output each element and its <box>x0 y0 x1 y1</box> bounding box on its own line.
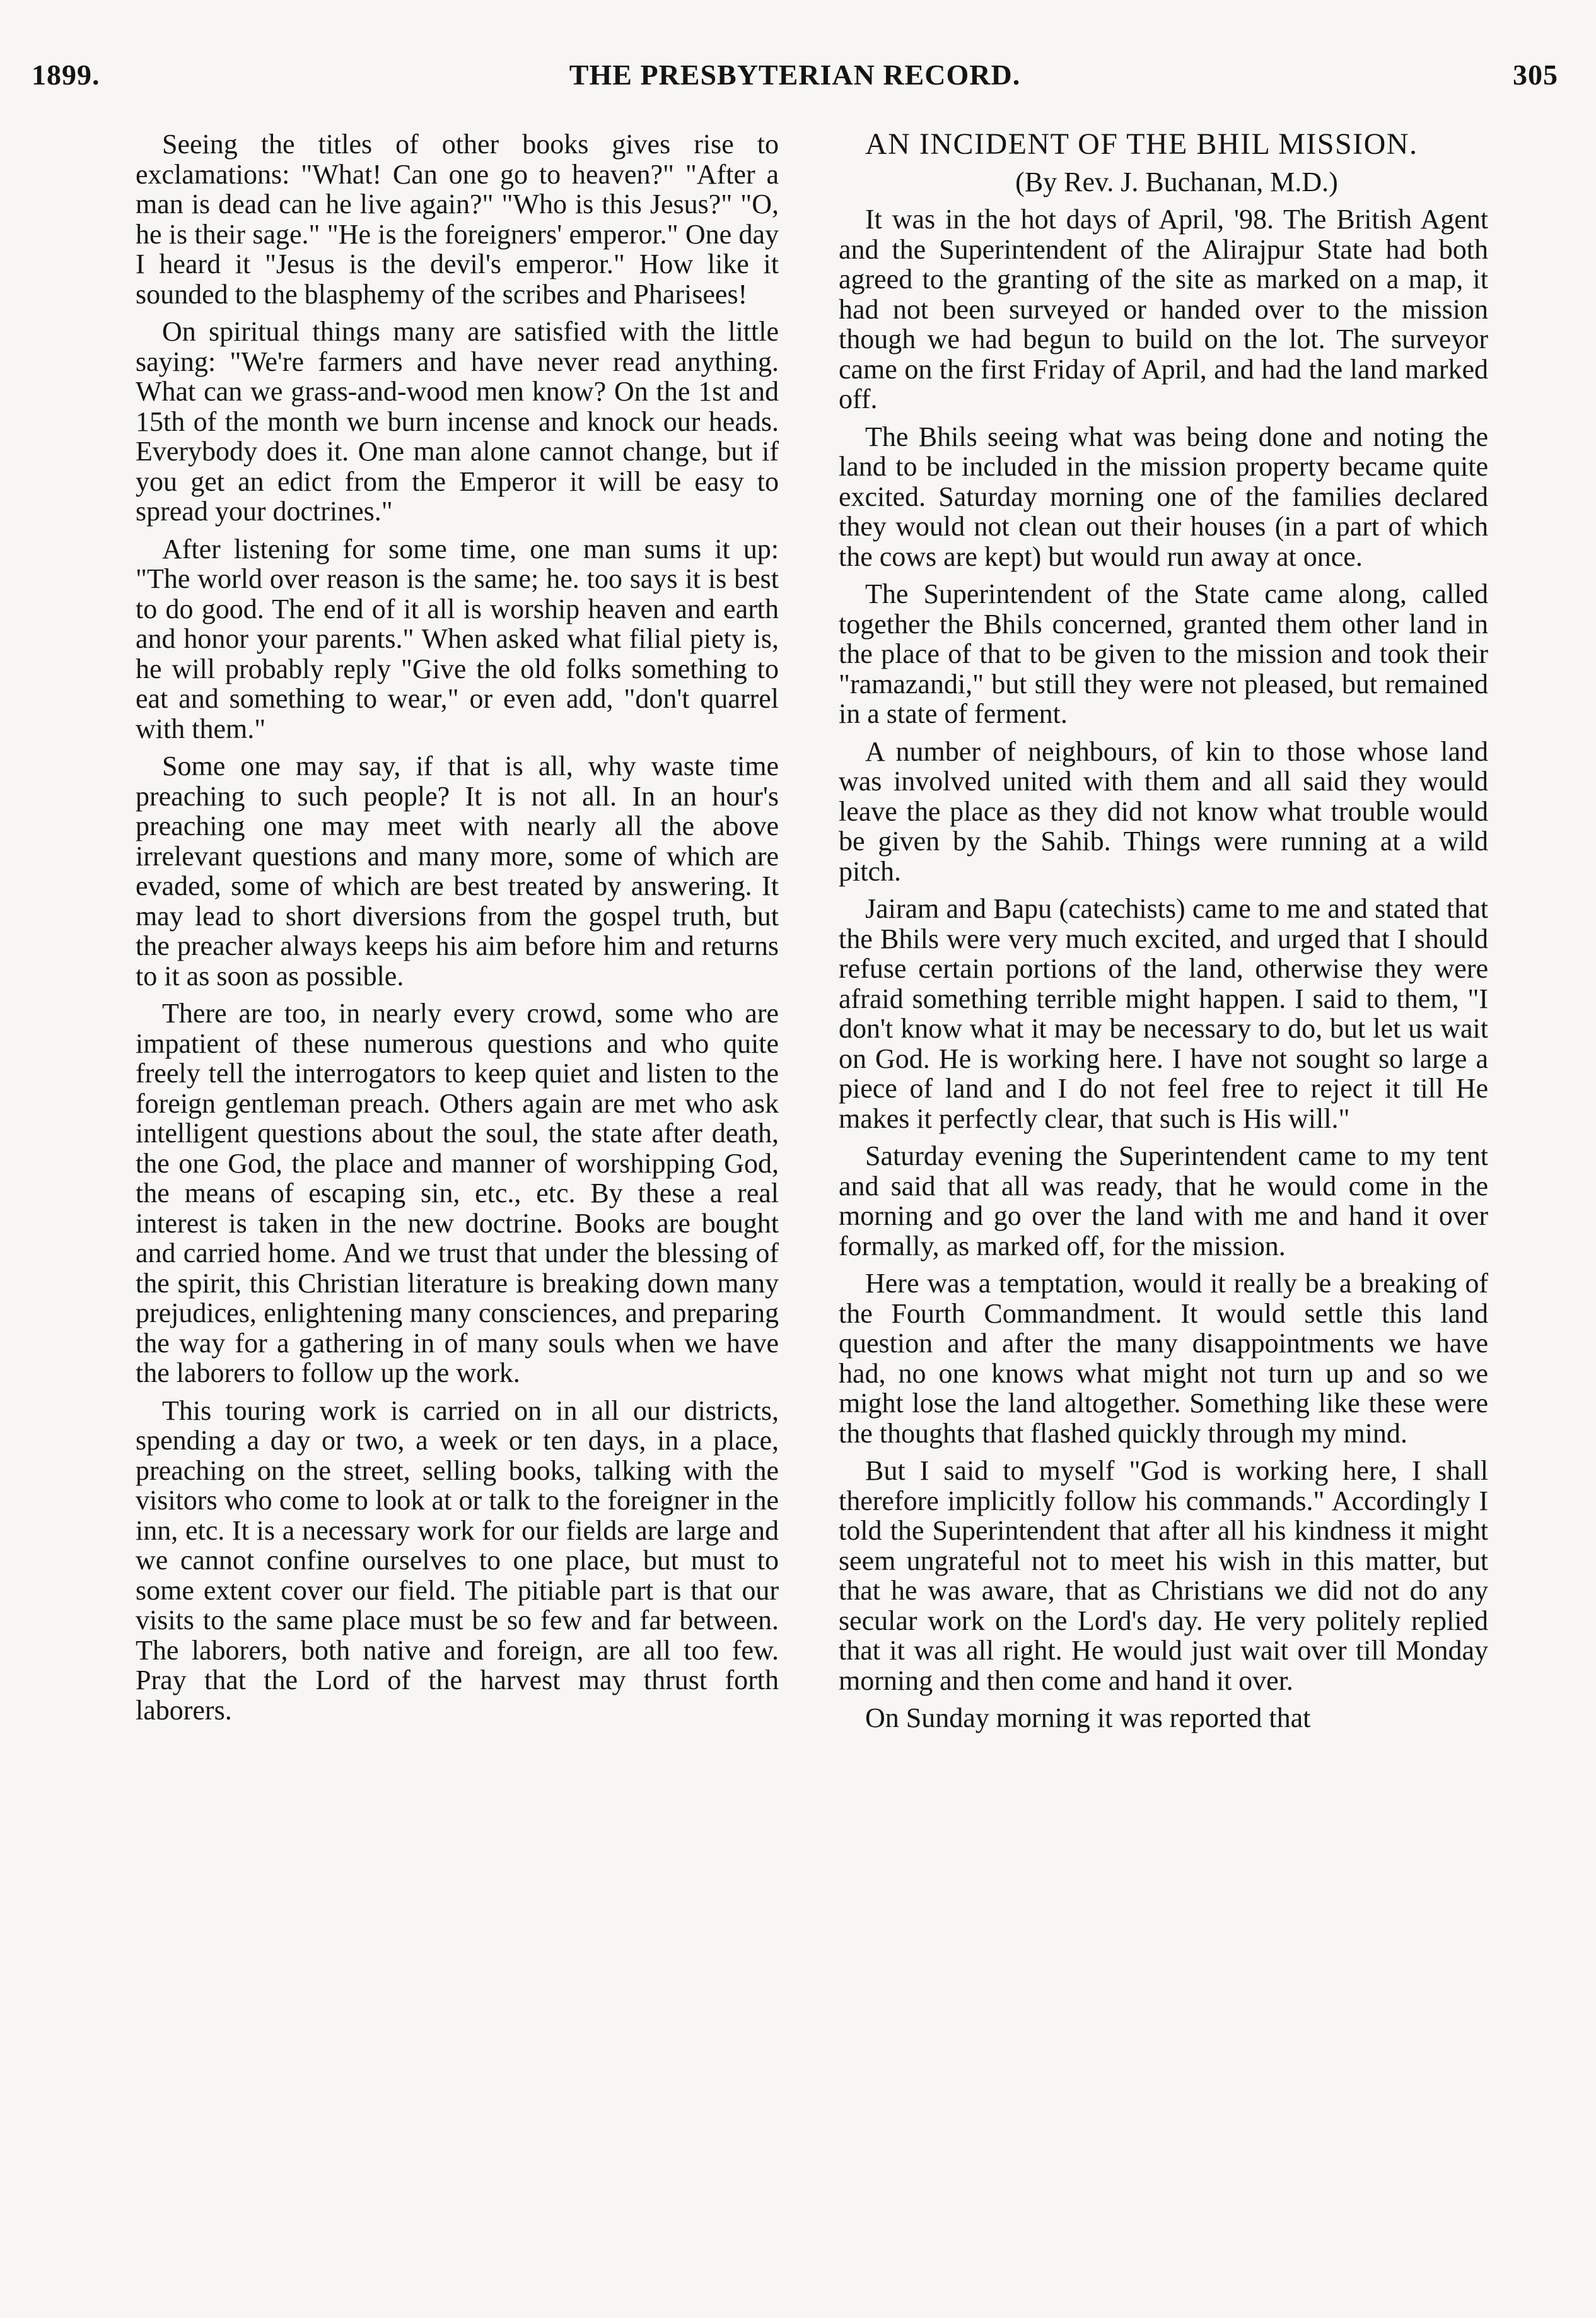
left-column <box>136 129 779 1733</box>
paragraph: Some one may say, if that is all, why waste time preaching to such people? It is not all. In an hour's preaching one may meet with nearly all the above irrelevant questions and many more, some of which are evaded, some of which are best treated by answering. It may lead to short diversions from the gospel truth, but the preacher always keeps his aim before him and returns to it as soon as possible. <box>136 751 779 992</box>
paragraph: After listening for some time, one man sums it up: "The world over reason is the same; he. too says it is best to do good. The end of it all is worship heaven and earth and honor your parents." When asked what filial piety is, he will probably reply "Give the old folks something to eat and something to wear," or even add, "don't quarrel with them." <box>136 533 779 744</box>
paragraph: The Bhils seeing what was being done and noting the land to be included in the mission property became quite excited. Saturday morning one of the families declared they would not clean out their houses (in a part of which the cows are kept) but would run away at once. <box>839 421 1488 572</box>
paragraph: On spiritual things many are satisfied with the little saying: "We're farmers and have never read anything. What can we grass-and-wood men know? On the 1st and 15th of the month we burn incense and knock our heads. Everybody does it. One man alone cannot change, but if you get an edict from the Emperor it will be easy to spread your doctrines." <box>136 316 779 527</box>
right-column <box>839 129 1488 1741</box>
header-title: THE PRESBYTERIAN RECORD. <box>569 59 1021 91</box>
article-byline: (By Rev. J. Buchanan, M.D.) <box>1015 166 1338 197</box>
paragraph: On Sunday morning it was reported that <box>865 1702 1311 1733</box>
paragraph: Here was a temptation, would it really be a breaking of the Fourth Commandment. It would settle this land question and after the many disappointments we have had, no one knows what might not turn up and so we might lose the land altogether. Something like these were the thoughts that flashed quickly through my mind. <box>839 1268 1488 1449</box>
paragraph: Saturday evening the Superintendent came to my tent and said that all was ready, that he would come in the morning and go over the land with me and hand it over formally, as marked off, for the mission. <box>839 1140 1488 1261</box>
page-header <box>32 58 1558 108</box>
paragraph: It was in the hot days of April, '98. The British Agent and the Superintendent of the Alirajpur State had both agreed to the granting of the site as marked on a map, it had not been surveyed or handed over to the mission though we had begun to build on the lot. The surveyor came on the first Friday of April, and had the land marked off. <box>839 204 1488 414</box>
header-year: 1899. <box>32 59 100 91</box>
paragraph: The Superintendent of the State came along, called together the Bhils concerned, granted them other land in the place of that to be given to the mission and took their "ramazandi," but still they were not pleased, but remained in a state of ferment. <box>839 578 1488 729</box>
paragraph: Jairam and Bapu (catechists) came to me and stated that the Bhils were very much excited, and urged that I should refuse certain portions of the land, otherwise they were afraid something terrible might happen. I said to them, "I don't know what it may be necessary to do, but let us wait on God. He is working here. I have not sought so large a piece of land and I do not feel free to reject it till He makes it perfectly clear, that such is His will." <box>839 893 1488 1134</box>
paragraph: This touring work is carried on in all our districts, spending a day or two, a week or ten days, in a place, preaching on the street, selling books, talking with the visitors who come to look at or talk to the foreigner in the inn, etc. It is a necessary work for our fields are large and we cannot confine ourselves to one place, but must to some extent cover our field. The pitiable part is that our visits to the same place must be so few and far between. The laborers, both native and foreign, are all too few. Pray that the Lord of the harvest may thrust forth laborers. <box>136 1395 779 1726</box>
paragraph: But I said to myself "God is working here, I shall therefore implicitly follow his commands." Accordingly I told the Superintendent that after all his kindness it might seem ungrateful not to meet his wish in this matter, but that he was aware, that as Christians we did not do any secular work on the Lord's day. He very politely replied that it was all right. He would just wait over till Monday morning and then come and hand it over. <box>839 1455 1488 1696</box>
paragraph: Seeing the titles of other books gives rise to exclamations: "What! Can one go to heaven?" "After a man is dead can he live again?" "Who is this Jesus?" "O, he is their sage." "He is the foreigners' emperor." One day I heard it "Jesus is the devil's emperor." How like it sounded to the blasphemy of the scribes and Pharisees! <box>136 129 779 310</box>
header-page-number: 305 <box>1513 59 1558 91</box>
paragraph: There are too, in nearly every crowd, some who are impatient of these numerous questions and who quite freely tell the interrogators to keep quiet and listen to the foreign gentleman preach. Others again are met who ask intelligent questions about the soul, the state after death, the one God, the place and manner of worshipping God, the means of escaping sin, etc., etc. By these a real interest is taken in the new doctrine. Books are bought and carried home. And we trust that under the blessing of the spirit, this Christian literature is breaking down many prejudices, enlightening many consciences, and preparing the way for a gathering in of many souls when we have the laborers to follow up the work. <box>136 998 779 1388</box>
paragraph: A number of neighbours, of kin to those whose land was involved united with them and all said they would leave the place as they did not know what trouble would be given by the Sahib. Things were running at a wild pitch. <box>839 735 1488 887</box>
article-title: AN INCIDENT OF THE BHIL MISSION. <box>865 127 1418 161</box>
